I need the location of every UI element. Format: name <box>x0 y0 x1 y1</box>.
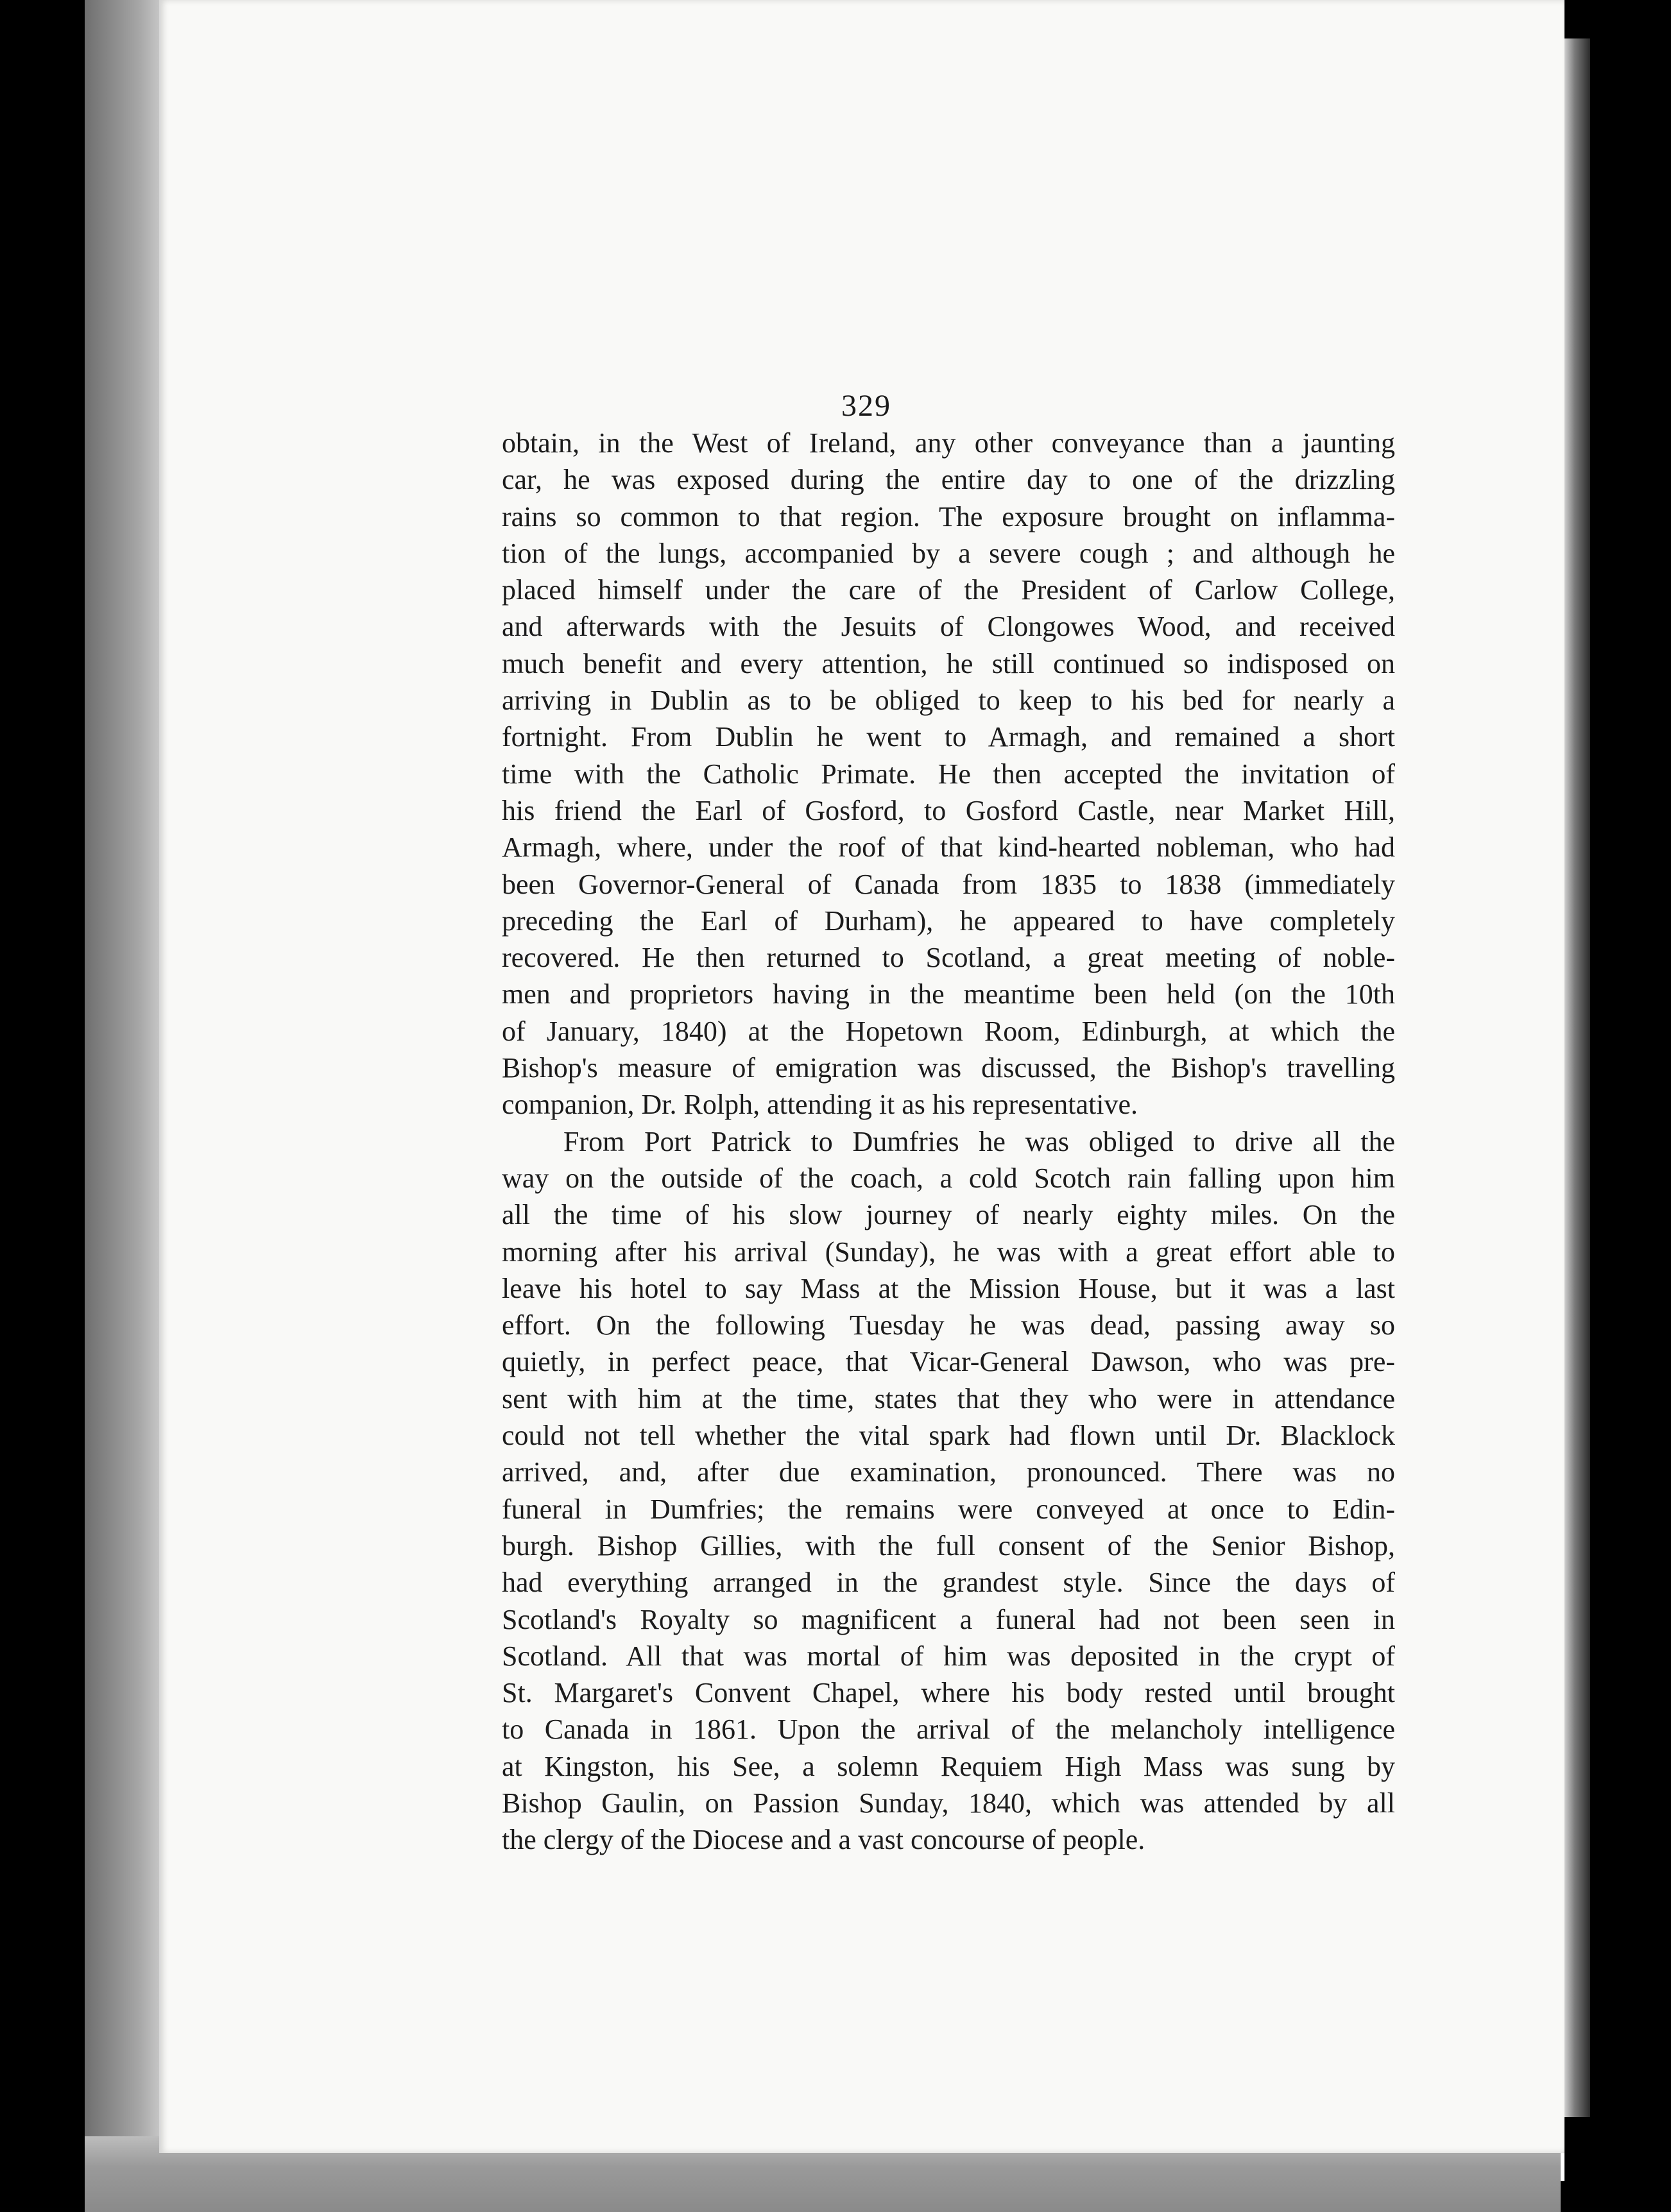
text-line: much benefit and every attention, he still continued so indisposed on <box>502 647 1395 679</box>
text-line: his friend the Earl of Gosford, to Gosford Castle, near Market Hill, <box>502 794 1395 826</box>
body-text <box>502 425 1395 1859</box>
text-line: Scotland. All that was mortal of him was deposited in the crypt of <box>502 1640 1395 1672</box>
text-line: to Canada in 1861. Upon the arrival of the melancholy intelligence <box>502 1714 1395 1746</box>
text-line: St. Margaret's Convent Chapel, where his body rested until brought <box>502 1677 1395 1709</box>
text-line: From Port Patrick to Dumfries he was obliged to drive all the <box>563 1125 1395 1157</box>
text-line: been Governor-General of Canada from 1835 to 1838 (immediately <box>502 868 1395 900</box>
text-line: preceding the Earl of Durham), he appeared to have completely <box>502 905 1395 937</box>
text-line: of January, 1840) at the Hopetown Room, Edinburgh, at which the <box>502 1015 1395 1047</box>
text-line: placed himself under the care of the President of Carlow College, <box>502 574 1395 606</box>
text-line: had everything arranged in the grandest style. Since the days of <box>502 1567 1395 1599</box>
text-line: car, he was exposed during the entire day to one of the drizzling <box>502 464 1395 496</box>
paragraph <box>502 1123 1395 1859</box>
text-line: tion of the lungs, accompanied by a severe cough ; and although he <box>502 537 1395 569</box>
text-line: companion, Dr. Rolph, attending it as his representative. <box>502 1089 1138 1121</box>
text-line: Bishop's measure of emigration was discussed, the Bishop's travelling <box>502 1052 1395 1084</box>
text-line: at Kingston, his See, a solemn Requiem High Mass was sung by <box>502 1750 1395 1782</box>
text-line: Bishop Gaulin, on Passion Sunday, 1840, which was attended by all <box>502 1787 1395 1819</box>
text-line: the clergy of the Diocese and a vast concourse of people. <box>502 1824 1145 1856</box>
text-line: recovered. He then returned to Scotland, a great meeting of noble- <box>502 942 1395 974</box>
text-line: fortnight. From Dublin he went to Armagh, and remained a short <box>502 721 1395 753</box>
text-line: quietly, in perfect peace, that Vicar-General Dawson, who was pre- <box>502 1346 1395 1378</box>
page-number: 329 <box>841 389 891 423</box>
text-line: Scotland's Royalty so magnificent a funeral had not been seen in <box>502 1603 1395 1635</box>
text-line: leave his hotel to say Mass at the Mission House, but it was a last <box>502 1272 1395 1304</box>
text-line: effort. On the following Tuesday he was dead, passing away so <box>502 1309 1395 1341</box>
text-line: men and proprietors having in the meantime been held (on the 10th <box>502 978 1395 1010</box>
text-line: arriving in Dublin as to be obliged to keep to his bed for nearly a <box>502 685 1395 717</box>
text-line: arrived, and, after due examination, pronounced. There was no <box>502 1456 1395 1488</box>
text-line: time with the Catholic Primate. He then accepted the invitation of <box>502 758 1395 790</box>
book-binding <box>1564 38 1590 2117</box>
text-line: funeral in Dumfries; the remains were conveyed at once to Edin- <box>502 1493 1395 1525</box>
text-line: way on the outside of the coach, a cold Scotch rain falling upon him <box>502 1162 1395 1194</box>
text-line: could not tell whether the vital spark had flown until Dr. Blacklock <box>502 1420 1395 1452</box>
text-line: burgh. Bishop Gillies, with the full consent of the Senior Bishop, <box>502 1529 1395 1561</box>
paragraph <box>502 425 1395 1123</box>
text-line: and afterwards with the Jesuits of Clongowes Wood, and received <box>502 611 1395 643</box>
text-line: Armagh, where, under the roof of that kind-hearted nobleman, who had <box>502 831 1395 864</box>
book-block-edge-left <box>85 0 162 2163</box>
text-line: sent with him at the time, states that they who were in attendance <box>502 1382 1395 1415</box>
text-line: rains so common to that region. The exposure brought on inflamma- <box>502 500 1395 532</box>
text-line: morning after his arrival (Sunday), he was with a great effort able to <box>502 1236 1395 1268</box>
text-line: obtain, in the West of Ireland, any other conveyance than a jaunting <box>502 427 1395 459</box>
text-line: all the time of his slow journey of nearly eighty miles. On the <box>502 1199 1395 1231</box>
